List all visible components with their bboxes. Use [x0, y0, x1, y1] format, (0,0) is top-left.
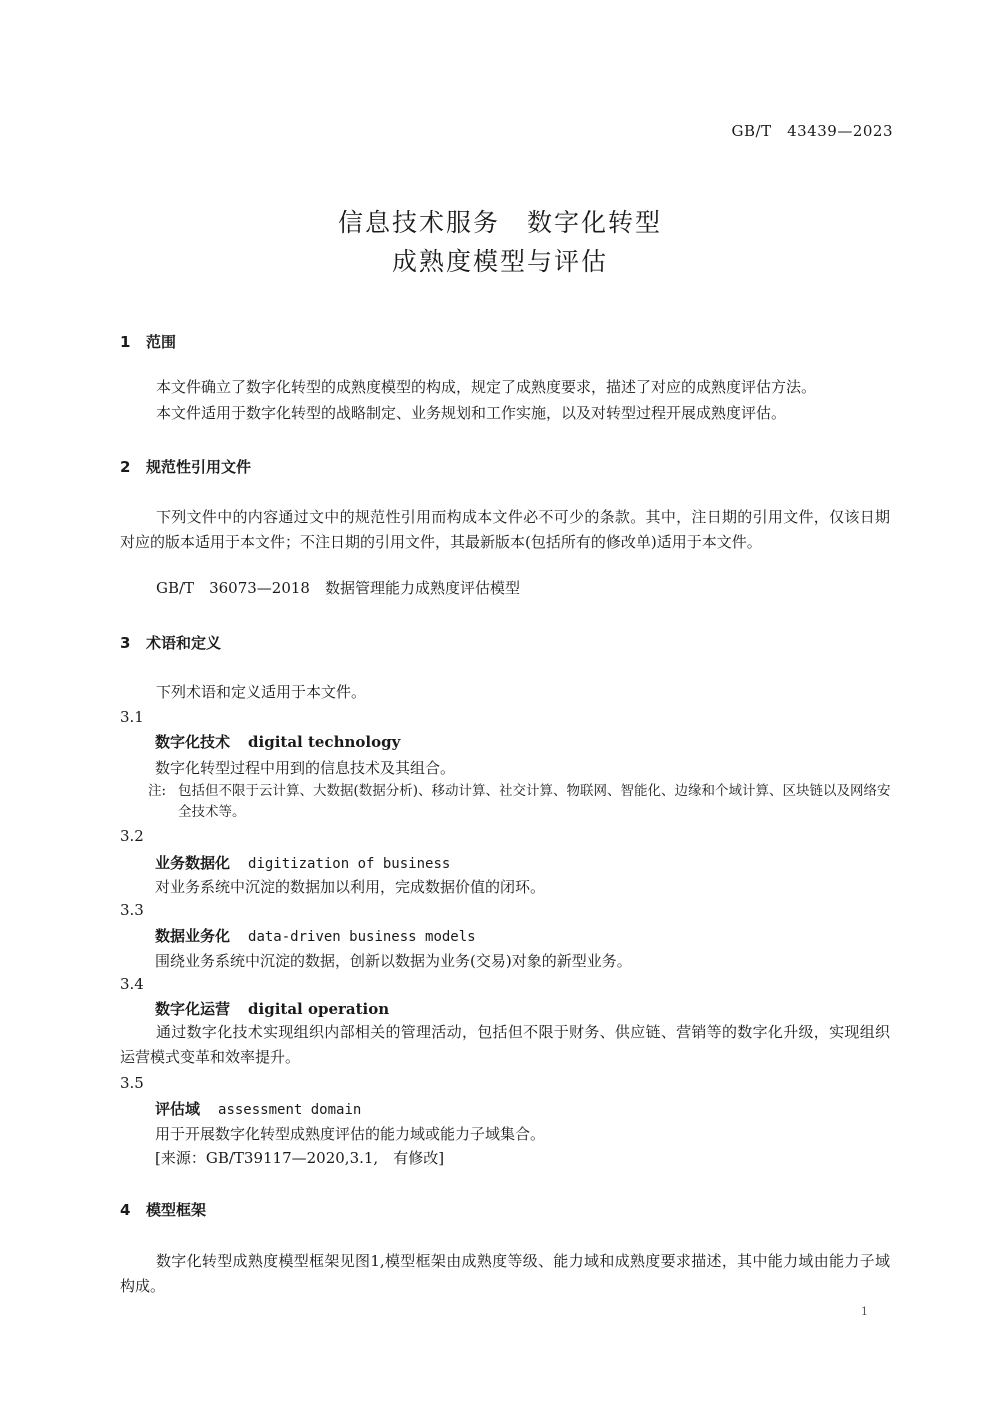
- term-en: assessment domain: [218, 1102, 362, 1118]
- section-heading-2: [120, 456, 251, 477]
- paragraph: 本文件适用于数字化转型的战略制定、业务规划和工作实施，以及对转型过程开展成熟度评估。: [156, 404, 787, 422]
- term-definition: 通过数字化技术实现组织内部相关的管理活动，包括但不限于财务、供应链、营销等的数字化升级，实现组织运营模式变革和效率提升。: [120, 1023, 890, 1066]
- section-number: 4: [120, 1201, 131, 1219]
- note-label: 注:: [148, 783, 167, 799]
- section-title: 术语和定义: [146, 634, 222, 652]
- section-number: 3: [120, 634, 131, 652]
- term-entry: [155, 998, 389, 1019]
- term-definition: 围绕业务系统中沉淀的数据，创新以数据为业务(交易)对象的新型业务。: [155, 952, 632, 970]
- section-title: 规范性引用文件: [146, 458, 252, 476]
- term-en: digital technology: [248, 733, 401, 751]
- section-title: 范围: [146, 333, 177, 351]
- term-en: data-driven business models: [248, 929, 476, 945]
- paragraph: 本文件确立了数字化转型的成熟度模型的构成，规定了成熟度要求，描述了对应的成熟度评估方法。: [156, 378, 817, 396]
- paragraph: 下列文件中的内容通过文中的规范性引用而构成本文件必不可少的条款。其中，注日期的引用文件，仅该日期对应的版本适用于本文件；不注日期的引用文件，其最新版本(包括所有的修改单)适用于本文件。: [120, 508, 890, 551]
- doc-title-line1: 信息技术服务 数字化转型: [337, 208, 662, 237]
- term-zh: 数字化技术: [155, 733, 231, 751]
- page-number: 1: [861, 1305, 868, 1318]
- standard-code: GB/T 43439—2023: [731, 122, 893, 140]
- term-entry: [155, 1098, 361, 1119]
- term-definition: 用于开展数字化转型成熟度评估的能力域或能力子域集合。: [155, 1125, 546, 1143]
- term-number: 3.3: [120, 901, 144, 919]
- term-number: 3.4: [120, 975, 144, 993]
- term-entry: [155, 731, 400, 752]
- paragraph: 数字化转型成熟度模型框架见图1,模型框架由成熟度等级、能力域和成熟度要求描述，其中能力域由能力子域构成。: [120, 1252, 890, 1295]
- term-zh: 数据业务化: [155, 927, 231, 945]
- term-number: 3.5: [120, 1074, 144, 1092]
- section-title: 模型框架: [146, 1201, 207, 1219]
- section-heading-3: [120, 632, 221, 653]
- term-number: 3.1: [120, 708, 144, 726]
- term-number: 3.2: [120, 827, 144, 845]
- term-definition: 对业务系统中沉淀的数据加以利用，完成数据价值的闭环。: [155, 878, 546, 896]
- term-source: [来源：GB/T39117—2020,3.1, 有修改]: [155, 1149, 445, 1167]
- term-note: [148, 781, 893, 823]
- paragraph: 下列术语和定义适用于本文件。: [156, 683, 367, 701]
- term-definition: 数字化转型过程中用到的信息技术及其组合。: [155, 759, 456, 777]
- term-zh: 评估域: [155, 1100, 201, 1118]
- term-entry: [155, 852, 450, 873]
- note-text: 包括但不限于云计算、大数据(数据分析)、移动计算、社交计算、物联网、智能化、边缘和个域计算、区块链以及网络安全技术等。: [178, 783, 891, 820]
- reference-item: GB/T 36073—2018 数据管理能力成熟度评估模型: [156, 579, 520, 597]
- section-number: 1: [120, 333, 131, 351]
- term-zh: 数字化运营: [155, 1000, 231, 1018]
- term-en: digital operation: [248, 1000, 390, 1018]
- doc-title-line2: 成熟度模型与评估: [391, 247, 608, 276]
- term-en: digitization of business: [248, 856, 451, 872]
- section-heading-1: [120, 331, 176, 352]
- term-zh: 业务数据化: [155, 854, 231, 872]
- section-number: 2: [120, 458, 131, 476]
- term-entry: [155, 925, 476, 946]
- section-heading-4: [120, 1199, 206, 1220]
